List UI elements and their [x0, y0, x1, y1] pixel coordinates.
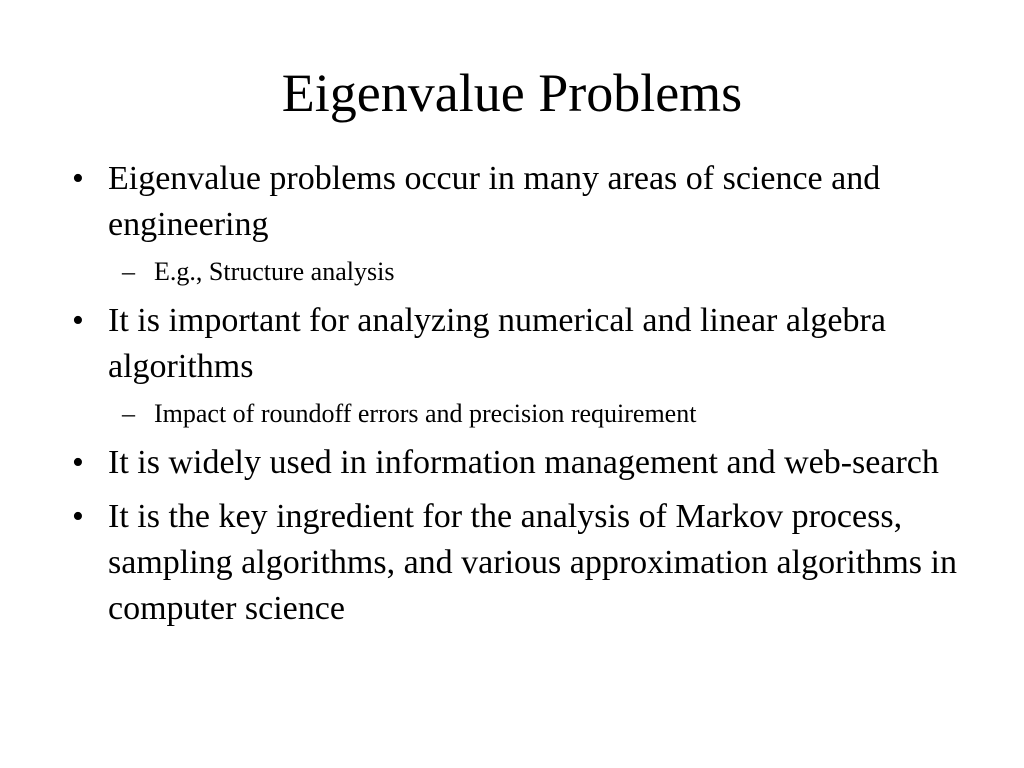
slide-title: Eigenvalue Problems [281, 63, 743, 123]
sub-bullet-item [108, 254, 972, 290]
sub-bullet-list [108, 254, 972, 290]
bullet-icon: • [72, 444, 84, 481]
dash-icon: – [122, 399, 135, 428]
bullet-item [72, 440, 972, 486]
bullet-item [72, 156, 972, 290]
bullet-text: It is important for analyzing numerical and linear algebra algorithms [108, 302, 886, 385]
dash-icon: – [122, 257, 135, 286]
bullet-item [72, 298, 972, 432]
sub-bullet-item [108, 396, 972, 432]
sub-bullet-text: E.g., Structure analysis [154, 257, 395, 286]
bullet-text: Eigenvalue problems occur in many areas of science and engineering [108, 160, 881, 243]
bullet-icon: • [72, 160, 84, 197]
bullet-icon: • [72, 498, 84, 535]
sub-bullet-text: Impact of roundoff errors and precision requirement [154, 399, 697, 428]
bullet-text: It is the key ingredient for the analysis of Markov process, sampling algorithms, and various approximation algorithms in computer science [108, 498, 957, 627]
bullet-text: It is widely used in information management and web-search [108, 444, 939, 481]
bullet-item [72, 494, 972, 632]
sub-bullet-list [108, 396, 972, 432]
bullet-list [72, 156, 972, 640]
bullet-icon: • [72, 302, 84, 339]
